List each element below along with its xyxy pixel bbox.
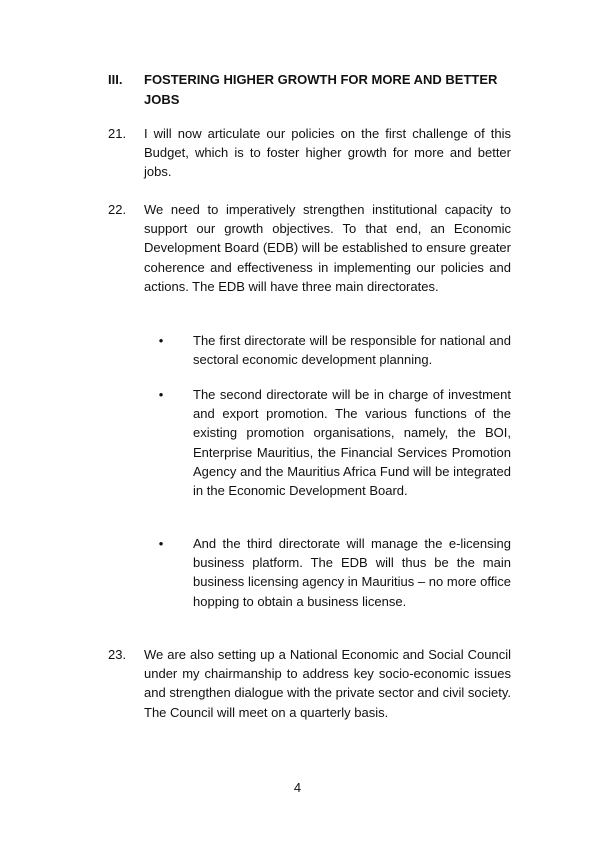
bullet-text: The first directorate will be responsible for national and sectoral economic development planning.	[193, 333, 511, 368]
bullet-item-1	[155, 331, 511, 369]
paragraph-text: We are also setting up a National Economic and Social Council under my chairmanship to address key socio-economic issues and strengthen dialogue with the private sector and civil society. The Council will meet on a quarterly basis.	[144, 647, 511, 720]
paragraph-21	[108, 124, 511, 182]
paragraph-text: We need to imperatively strengthen institutional capacity to support our growth objectives. To that end, an Economic Development Board (EDB) will be established to ensure greater coherence and effectiveness in implementing our policies and actions. The EDB will have three main directorates.	[144, 202, 511, 294]
bullet-icon: •	[158, 387, 164, 402]
page-number: 4	[293, 780, 302, 795]
section-number: III.	[108, 72, 123, 87]
section-title: FOSTERING HIGHER GROWTH FOR MORE AND BETTER JOBS	[144, 72, 498, 107]
bullet-icon: •	[158, 536, 164, 551]
paragraph-number: 21.	[108, 126, 127, 141]
paragraph-text: I will now articulate our policies on the first challenge of this Budget, which is to foster higher growth for more and better jobs.	[144, 126, 511, 180]
bullet-icon: •	[158, 333, 164, 348]
bullet-item-3	[155, 534, 511, 611]
bullet-text: And the third directorate will manage the e-licensing business platform. The EDB will thus be the main business licensing agency in Mauritius – no more office hopping to obtain a business license.	[193, 536, 511, 609]
paragraph-number: 23.	[108, 647, 127, 662]
bullet-item-2	[155, 385, 511, 500]
paragraph-22	[108, 200, 511, 296]
paragraph-23	[108, 645, 511, 722]
paragraph-number: 22.	[108, 202, 127, 217]
bullet-text: The second directorate will be in charge of investment and export promotion. The various functions of the existing promotion organisations, namely, the BOI, Enterprise Mauritius, the Financial Services Promotion Agency and the Mauritius Africa Fund will be integrated in the Economic Development Board.	[193, 387, 511, 499]
